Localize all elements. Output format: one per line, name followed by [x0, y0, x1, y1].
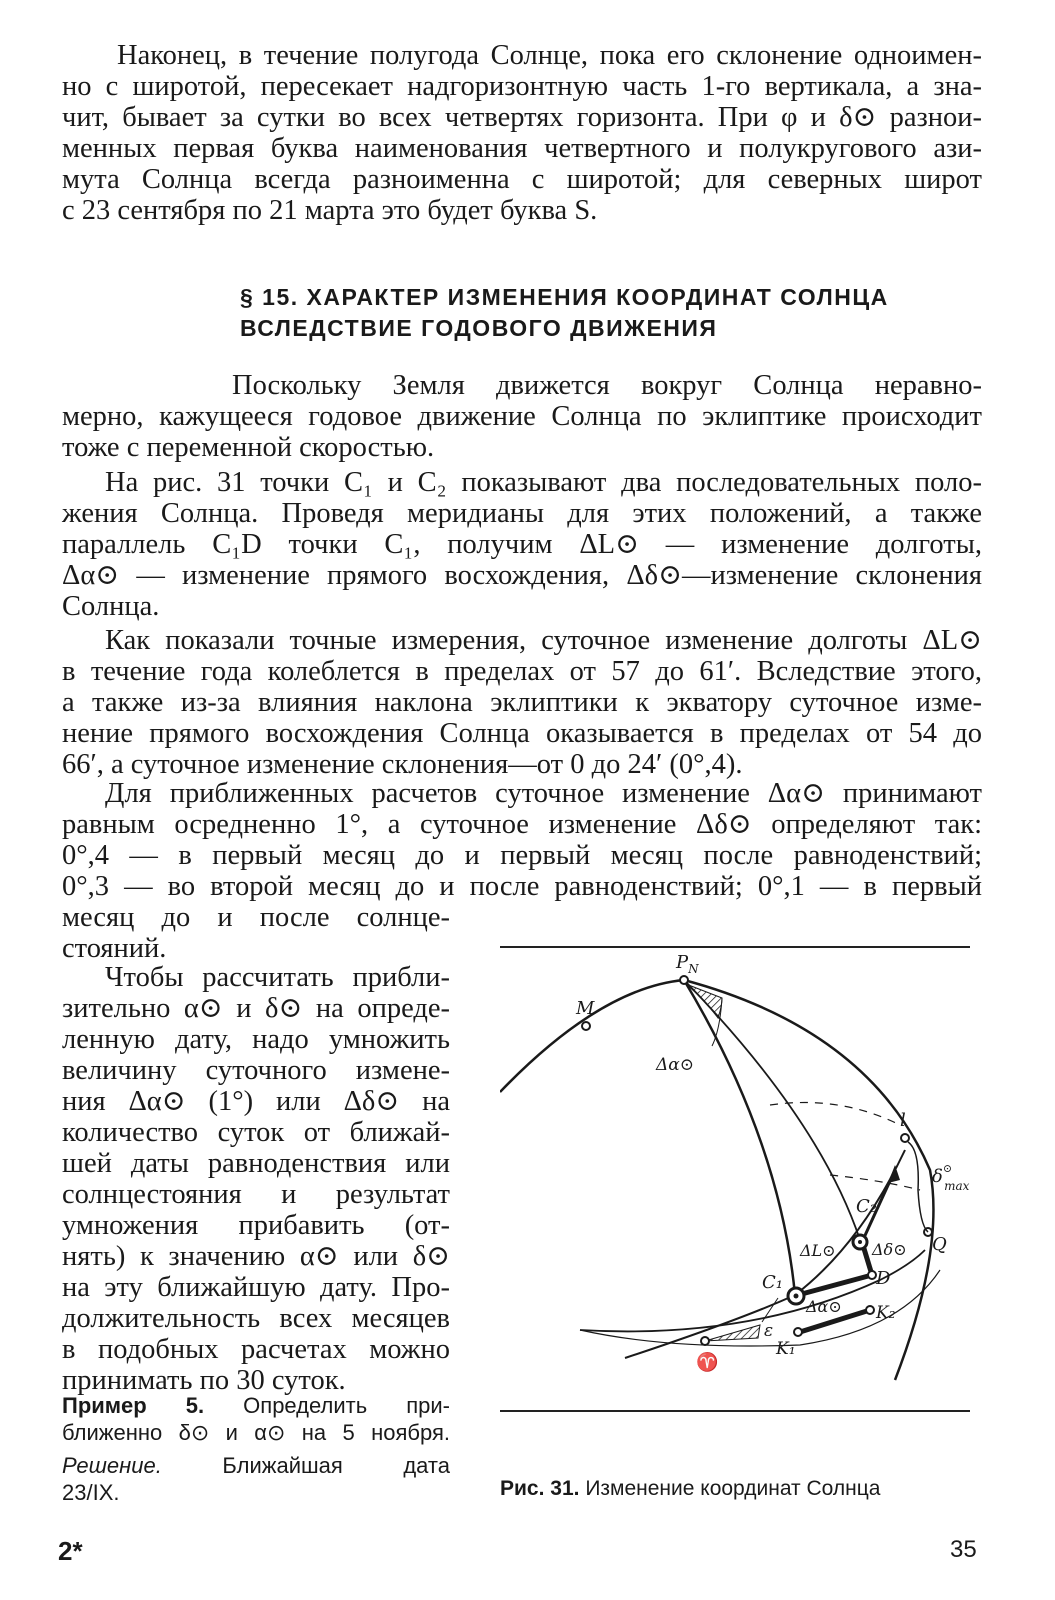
section-heading [240, 282, 940, 344]
paragraph-3 [105, 467, 982, 498]
line: Как показали точные измерения, суточное изменение долготы ΔL⊙ [105, 625, 982, 656]
line: мерно, кажущееся годовое движение Солнца по эклиптике происходит [62, 401, 982, 432]
paragraph-1-body [62, 71, 982, 226]
line: умножения прибавить (от- [62, 1210, 450, 1241]
line: На рис. 31 точки C₁ и C₂ показывают два последовательных поло- [105, 467, 982, 498]
line: 66′, а суточное изменение склонения—от 0 до 24′ (0°,4). [62, 749, 743, 780]
example-5 [62, 1392, 450, 1446]
line: 0°,4 — в первый месяц до и первый месяц после равноденствий; [62, 840, 982, 871]
example-label: Пример 5. [62, 1393, 205, 1418]
label-d-alpha-bottom: Δα⊙ [806, 1297, 842, 1316]
parallel-C1D [798, 1275, 872, 1295]
label-D: D [876, 1268, 891, 1289]
dashed-arc-2 [830, 1175, 920, 1190]
line: с 23 сентября по 21 марта это будет буква S. [62, 195, 598, 226]
paragraph-5 [105, 778, 982, 809]
point-PN [680, 976, 688, 984]
equator [580, 1250, 925, 1331]
figure-caption [500, 1476, 970, 1502]
line: месяц до и после солнце- [62, 902, 450, 933]
caption-label: Рис. 31. [500, 1477, 580, 1500]
point-M [582, 1022, 590, 1030]
paragraph-1 [117, 40, 982, 71]
figure-top-rule [500, 946, 970, 948]
figure-31-diagram [500, 950, 980, 1405]
point-K2 [866, 1306, 874, 1314]
line: в подобных расчетах можно [62, 1334, 450, 1365]
label-d-delta: Δδ⊙ [872, 1240, 907, 1259]
line: а также из-за влияния наклона эклиптики к экватору суточное изме- [62, 687, 982, 718]
line: ленную дату, надо умножить [62, 1024, 450, 1055]
line: тоже с переменной скоростью. [62, 432, 435, 463]
meridian-C2 [684, 980, 860, 1240]
line: зительно α⊙ и δ⊙ на опреде- [62, 993, 450, 1024]
line: мута Солнца всегда разноименна с широтой; для северных широт [62, 164, 982, 195]
line: параллель C₁D точки C₁, получим ΔL⊙ — изменение долготы, [62, 529, 982, 560]
line: равным осредненно 1°, а суточное изменение Δδ⊙ определяют так: [62, 809, 982, 840]
paragraph-5-end [62, 902, 450, 964]
line: стояний. [62, 933, 167, 964]
solution-label: Решение. [62, 1453, 162, 1478]
label-Q: Q [932, 1234, 947, 1255]
line: в течение года колеблется в пределах от 57 до 61′. Вследствие этого, [62, 656, 982, 687]
label-dL: ΔL⊙ [800, 1241, 836, 1260]
line: солнцестояния и результат [62, 1179, 450, 1210]
point-aries [701, 1337, 709, 1345]
line: 0°,3 — во второй месяц до и после равноденствий; 0°,1 — в первый [62, 871, 982, 902]
label-K1: K₁ [776, 1339, 796, 1359]
point-D [868, 1271, 876, 1279]
paragraph-6 [105, 962, 450, 993]
solution-text: Ближайшая дата [222, 1453, 450, 1478]
label-delta-max: δ⊙ max [932, 1162, 970, 1193]
example-line-1 [62, 1392, 450, 1419]
label-K2: K₂ [876, 1303, 896, 1323]
section-heading-line-2: ВСЛЕДСТВИЕ ГОДОВОГО ДВИЖЕНИЯ [240, 315, 718, 341]
paragraph-6-body [62, 993, 450, 1396]
page-number: 35 [950, 1536, 977, 1563]
example-line-2: ближенно δ⊙ и α⊙ на 5 ноября. [62, 1420, 450, 1445]
line: чит, бывает за сутки во всех четвертях горизонта. При φ и δ⊙ разнои- [62, 102, 982, 133]
line: ния Δα⊙ (1°) или Δδ⊙ на [62, 1086, 450, 1117]
label-C2: C₂ [856, 1196, 877, 1217]
section-heading-line-1: § 15. ХАРАКТЕР ИЗМЕНЕНИЯ КООРДИНАТ СОЛНЦА [240, 284, 889, 310]
line: но с широтой, пересекает надгоризонтную часть 1-го вертикала, а зна- [62, 71, 982, 102]
paragraph-4-body [62, 656, 982, 780]
line: Поскольку Земля движется вокруг Солнца неравно- [232, 370, 982, 401]
paragraph-3-body [62, 498, 982, 622]
line: количество суток от ближай- [62, 1117, 450, 1148]
line: Наконец, в течение полугода Солнце, пока его склонение одноимен- [117, 40, 982, 71]
label-eps: ε [764, 1321, 774, 1341]
line: принимать по 30 суток. [62, 1365, 346, 1396]
line: менных первая буква наименования четвертного и полукругового ази- [62, 133, 982, 164]
label-d-alpha-top: Δα⊙ [656, 1055, 695, 1075]
meridian-C1 [684, 980, 795, 1295]
line: шей даты равноденствия или [62, 1148, 450, 1179]
line: Чтобы рассчитать прибли- [105, 962, 450, 993]
solution-line-2: 23/IX. [62, 1480, 120, 1505]
label-l: l [900, 1110, 906, 1131]
signature-mark: 2* [58, 1536, 83, 1566]
line: Солнца. [62, 591, 160, 622]
label-aries: ♈ [696, 1352, 719, 1373]
paragraph-2 [232, 370, 982, 401]
line: жения Солнца. Проведя меридианы для этих положений, а также [62, 498, 982, 529]
caption-text: Изменение координат Солнца [585, 1477, 881, 1500]
line: нение прямого восхождения Солнца оказывается в пределах от 54 до [62, 718, 982, 749]
solution-line-1 [62, 1452, 450, 1479]
label-M: M [576, 998, 595, 1019]
line: на эту ближайшую дату. Про- [62, 1272, 450, 1303]
line: должительность всех месяцев [62, 1303, 450, 1334]
delta-max-bracket [908, 1142, 928, 1232]
label-PN: $P_N$ [676, 952, 699, 976]
meridian-arc-outer [500, 980, 684, 1092]
figure-bottom-rule [500, 1410, 970, 1412]
line: нять) к значению α⊙ или δ⊙ [62, 1241, 450, 1272]
example-text: Определить при- [243, 1393, 450, 1418]
label-C1: C₁ [762, 1272, 783, 1293]
point-K1 [794, 1328, 802, 1336]
line: Для приближенных расчетов суточное изменение Δα⊙ принимают [105, 778, 982, 809]
line: величину суточного изменe- [62, 1055, 450, 1086]
point-l [901, 1134, 909, 1142]
paragraph-5-body [62, 809, 982, 902]
line: Δα⊙ — изменение прямого восхождения, Δδ⊙—изменение склонения [62, 560, 982, 591]
paragraph-4 [105, 625, 982, 656]
paragraph-2-body [62, 401, 982, 463]
solution [62, 1452, 450, 1506]
